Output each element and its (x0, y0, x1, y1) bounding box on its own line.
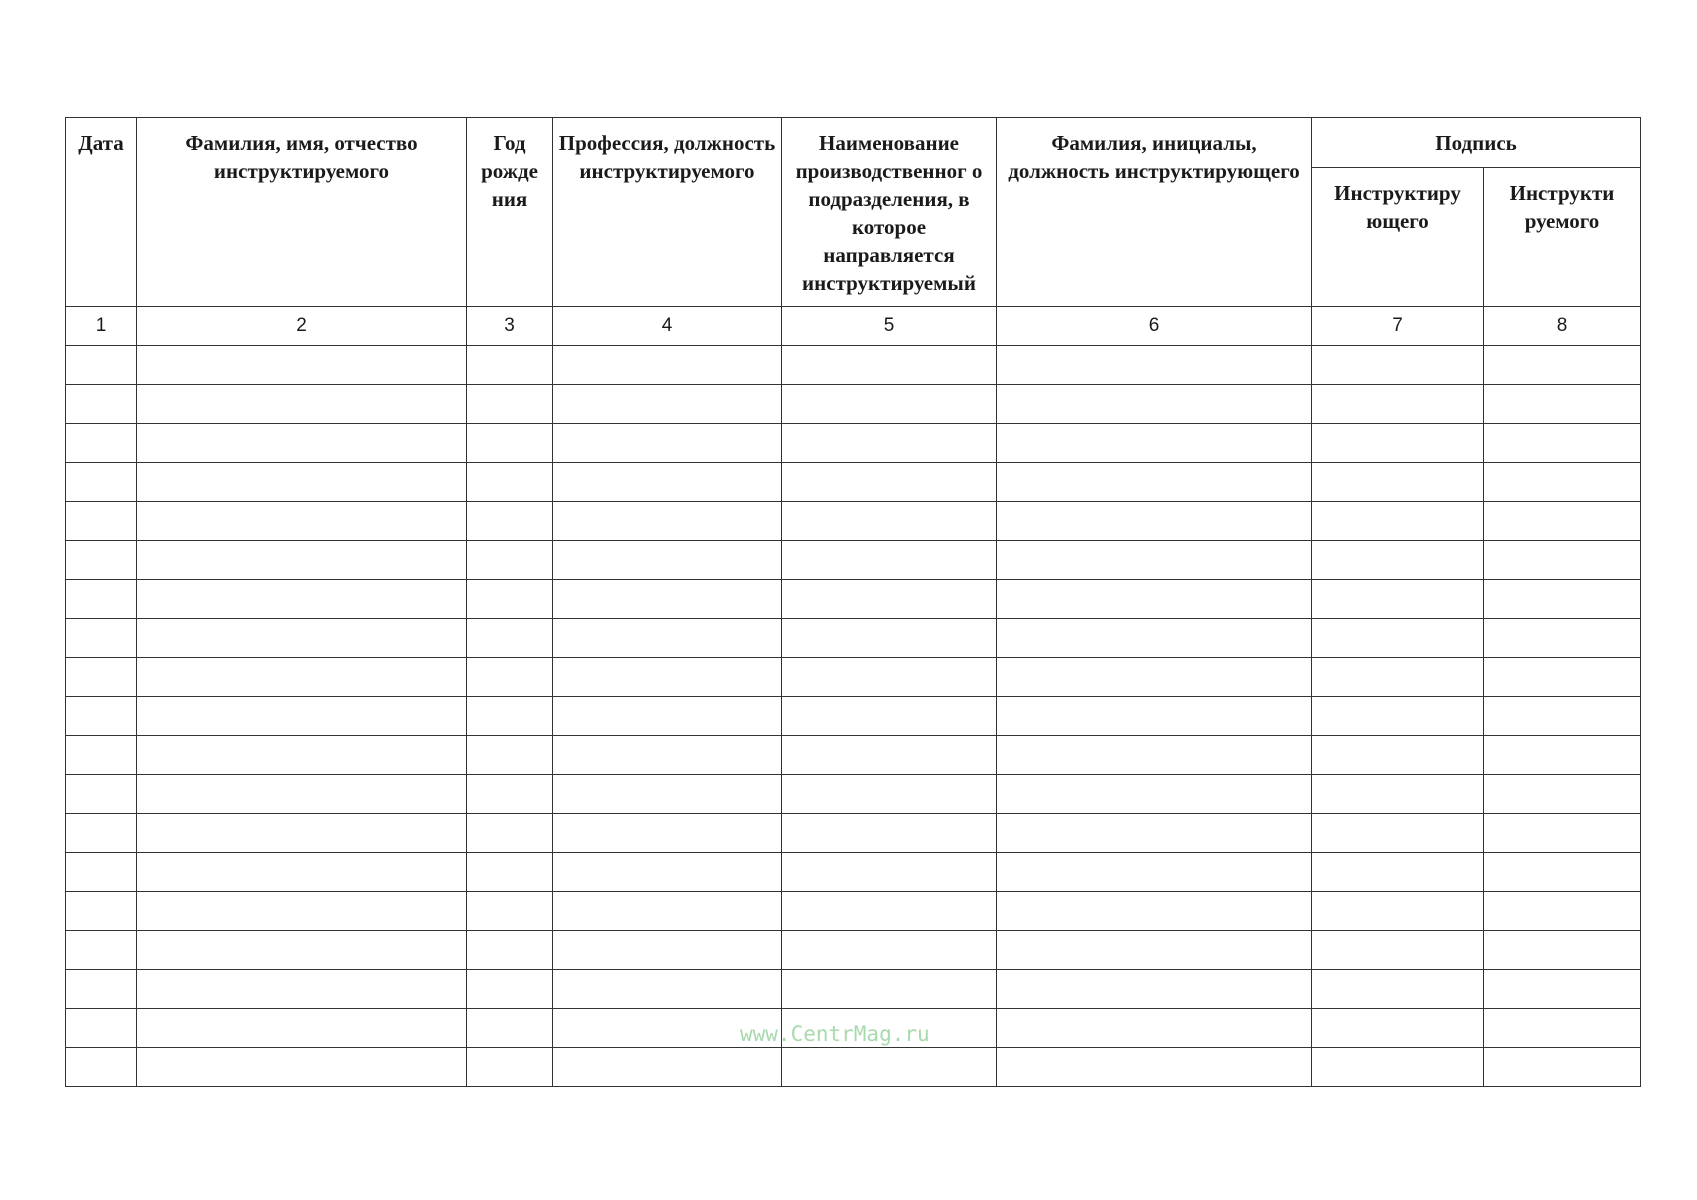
blank-entry-cell[interactable] (782, 775, 997, 814)
blank-entry-cell[interactable] (467, 385, 553, 424)
blank-entry-cell[interactable] (553, 1009, 782, 1048)
blank-entry-cell[interactable] (1312, 775, 1484, 814)
blank-entry-cell[interactable] (553, 970, 782, 1009)
blank-entry-cell[interactable] (1312, 658, 1484, 697)
blank-entry-cell[interactable] (782, 892, 997, 931)
blank-entry-cell[interactable] (137, 970, 467, 1009)
blank-entry-cell[interactable] (553, 463, 782, 502)
blank-entry-cell[interactable] (1484, 385, 1641, 424)
blank-entry-cell[interactable] (553, 502, 782, 541)
blank-entry-cell[interactable] (782, 424, 997, 463)
column-number: 4 (553, 307, 782, 346)
blank-entry-cell[interactable] (553, 736, 782, 775)
blank-entry-cell[interactable] (997, 1048, 1312, 1087)
blank-entry-cell[interactable] (137, 1048, 467, 1087)
blank-entry-cell[interactable] (1484, 658, 1641, 697)
header-instructor: Фамилия, инициалы, должность инструктирующего (997, 118, 1312, 307)
blank-entry-cell[interactable] (997, 619, 1312, 658)
blank-entry-cell[interactable] (997, 658, 1312, 697)
blank-entry-cell[interactable] (467, 424, 553, 463)
blank-entry-cell[interactable] (467, 502, 553, 541)
blank-entry-row (66, 775, 1641, 814)
blank-entry-row (66, 1009, 1641, 1048)
blank-entry-cell[interactable] (553, 541, 782, 580)
blank-entry-cell[interactable] (1312, 541, 1484, 580)
blank-entry-cell[interactable] (137, 931, 467, 970)
blank-entry-cell[interactable] (467, 346, 553, 385)
blank-entry-cell[interactable] (1312, 1009, 1484, 1048)
column-number: 2 (137, 307, 467, 346)
blank-entry-cell[interactable] (1312, 424, 1484, 463)
blank-entry-cell[interactable] (553, 424, 782, 463)
blank-entry-cell[interactable] (997, 736, 1312, 775)
blank-entry-cell[interactable] (1484, 541, 1641, 580)
blank-entry-cell[interactable] (782, 931, 997, 970)
blank-entry-cell[interactable] (66, 424, 137, 463)
blank-entry-cell[interactable] (137, 736, 467, 775)
blank-entry-cell[interactable] (1484, 736, 1641, 775)
blank-entry-cell[interactable] (467, 1009, 553, 1048)
blank-entry-cell[interactable] (137, 463, 467, 502)
blank-entry-cell[interactable] (467, 658, 553, 697)
instruction-log-table (65, 117, 1641, 1087)
blank-entry-cell[interactable] (467, 814, 553, 853)
blank-entry-cell[interactable] (782, 736, 997, 775)
blank-entry-cell[interactable] (997, 1009, 1312, 1048)
blank-entry-cell[interactable] (782, 346, 997, 385)
header-date: Дата (66, 118, 137, 307)
blank-entry-cell[interactable] (467, 736, 553, 775)
blank-entry-cell[interactable] (1312, 892, 1484, 931)
blank-entry-cell[interactable] (66, 775, 137, 814)
blank-entry-cell[interactable] (137, 502, 467, 541)
blank-entry-cell[interactable] (66, 346, 137, 385)
blank-entry-row (66, 658, 1641, 697)
blank-entry-cell[interactable] (1484, 580, 1641, 619)
blank-entry-row (66, 619, 1641, 658)
column-number: 1 (66, 307, 137, 346)
blank-entry-cell[interactable] (782, 697, 997, 736)
blank-entry-cell[interactable] (782, 463, 997, 502)
blank-entry-cell[interactable] (66, 814, 137, 853)
blank-entry-cell[interactable] (137, 580, 467, 619)
blank-entry-cell[interactable] (553, 814, 782, 853)
blank-entry-cell[interactable] (997, 385, 1312, 424)
blank-entry-cell[interactable] (66, 463, 137, 502)
blank-entry-cell[interactable] (1312, 970, 1484, 1009)
blank-entry-row (66, 541, 1641, 580)
blank-entry-cell[interactable] (997, 814, 1312, 853)
blank-entry-cell[interactable] (137, 697, 467, 736)
blank-entry-cell[interactable] (997, 502, 1312, 541)
blank-entry-cell[interactable] (553, 385, 782, 424)
blank-entry-cell[interactable] (553, 658, 782, 697)
blank-entry-cell[interactable] (782, 502, 997, 541)
blank-entry-cell[interactable] (1312, 697, 1484, 736)
blank-entry-cell[interactable] (553, 697, 782, 736)
blank-entry-cell[interactable] (467, 541, 553, 580)
blank-entry-cell[interactable] (997, 346, 1312, 385)
blank-entry-cell[interactable] (782, 385, 997, 424)
blank-entry-cell[interactable] (1312, 346, 1484, 385)
header-birth-year (467, 118, 553, 307)
blank-entry-cell[interactable] (1312, 736, 1484, 775)
blank-entry-cell[interactable] (553, 346, 782, 385)
blank-entry-cell[interactable] (1484, 1009, 1641, 1048)
blank-entry-cell[interactable] (137, 619, 467, 658)
blank-entry-cell[interactable] (553, 853, 782, 892)
blank-entry-cell[interactable] (1312, 814, 1484, 853)
blank-entry-cell[interactable] (1312, 1048, 1484, 1087)
blank-entry-cell[interactable] (782, 541, 997, 580)
blank-entry-cell[interactable] (782, 970, 997, 1009)
blank-entry-row (66, 736, 1641, 775)
column-number: 6 (997, 307, 1312, 346)
blank-entry-cell[interactable] (1484, 775, 1641, 814)
column-number-row (66, 307, 1641, 346)
blank-entry-cell[interactable] (137, 424, 467, 463)
blank-entry-row (66, 697, 1641, 736)
blank-entry-cell[interactable] (66, 892, 137, 931)
blank-entry-cell[interactable] (137, 385, 467, 424)
blank-entry-cell[interactable] (66, 1048, 137, 1087)
blank-entry-row (66, 814, 1641, 853)
blank-entry-cell[interactable] (467, 853, 553, 892)
blank-entry-cell[interactable] (997, 424, 1312, 463)
blank-entry-row (66, 463, 1641, 502)
header-profession: Профессия, должность инструктируемого (553, 118, 782, 307)
blank-entry-cell[interactable] (997, 697, 1312, 736)
blank-entry-cell[interactable] (137, 658, 467, 697)
blank-entry-cell[interactable] (66, 1009, 137, 1048)
blank-entry-cell[interactable] (137, 541, 467, 580)
blank-entry-cell[interactable] (66, 736, 137, 775)
blank-entry-cell[interactable] (997, 970, 1312, 1009)
blank-entry-cell[interactable] (997, 853, 1312, 892)
header-signature: Подпись (1312, 118, 1641, 168)
blank-entry-cell[interactable] (1484, 853, 1641, 892)
blank-entry-cell[interactable] (997, 463, 1312, 502)
blank-entry-cell[interactable] (553, 931, 782, 970)
column-number: 3 (467, 307, 553, 346)
blank-entry-cell[interactable] (782, 1048, 997, 1087)
blank-entry-cell[interactable] (1312, 853, 1484, 892)
blank-entry-cell[interactable] (1312, 385, 1484, 424)
blank-entry-cell[interactable] (137, 814, 467, 853)
blank-entry-cell[interactable] (1312, 931, 1484, 970)
header-birth-year-label: Год рожде ния (481, 131, 538, 211)
blank-entry-cell[interactable] (553, 775, 782, 814)
blank-entry-cell[interactable] (66, 931, 137, 970)
blank-entry-row (66, 346, 1641, 385)
header-signature-instructor: Инструктиру ющего (1312, 168, 1484, 307)
blank-entry-cell[interactable] (1312, 502, 1484, 541)
blank-entry-cell[interactable] (1484, 424, 1641, 463)
blank-entry-cell[interactable] (467, 619, 553, 658)
blank-entry-cell[interactable] (553, 580, 782, 619)
blank-entry-cell[interactable] (997, 931, 1312, 970)
blank-entry-cell[interactable] (553, 892, 782, 931)
blank-entry-row (66, 853, 1641, 892)
blank-entry-cell[interactable] (782, 853, 997, 892)
blank-entry-row (66, 424, 1641, 463)
blank-entry-cell[interactable] (1484, 697, 1641, 736)
blank-entry-cell[interactable] (997, 580, 1312, 619)
log-body (66, 307, 1641, 1087)
blank-entry-cell[interactable] (1484, 970, 1641, 1009)
blank-entry-row (66, 502, 1641, 541)
blank-entry-cell[interactable] (1484, 892, 1641, 931)
blank-entry-cell[interactable] (782, 580, 997, 619)
blank-entry-cell[interactable] (782, 1009, 997, 1048)
blank-entry-cell[interactable] (553, 619, 782, 658)
blank-entry-cell[interactable] (66, 619, 137, 658)
blank-entry-cell[interactable] (467, 697, 553, 736)
watermark: www.CentrMag.ru (740, 1022, 930, 1046)
blank-entry-cell[interactable] (66, 697, 137, 736)
blank-entry-cell[interactable] (467, 970, 553, 1009)
blank-entry-cell[interactable] (1484, 346, 1641, 385)
blank-entry-cell[interactable] (66, 970, 137, 1009)
blank-entry-cell[interactable] (1312, 580, 1484, 619)
blank-entry-cell[interactable] (1312, 619, 1484, 658)
blank-entry-cell[interactable] (467, 1048, 553, 1087)
blank-entry-cell[interactable] (553, 1048, 782, 1087)
blank-entry-cell[interactable] (1484, 463, 1641, 502)
blank-entry-cell[interactable] (997, 541, 1312, 580)
blank-entry-cell[interactable] (1484, 1048, 1641, 1087)
blank-entry-cell[interactable] (782, 658, 997, 697)
blank-entry-cell[interactable] (66, 502, 137, 541)
blank-entry-row (66, 385, 1641, 424)
blank-entry-cell[interactable] (467, 892, 553, 931)
blank-entry-cell[interactable] (1484, 814, 1641, 853)
blank-entry-cell[interactable] (66, 580, 137, 619)
blank-entry-cell[interactable] (1484, 502, 1641, 541)
header-full-name: Фамилия, имя, отчество инструктируемого (137, 118, 467, 307)
blank-entry-cell[interactable] (137, 775, 467, 814)
header-department: Наименование производственног о подразделения, в которое направляется инструктируемый (782, 118, 997, 307)
blank-entry-cell[interactable] (467, 580, 553, 619)
blank-entry-cell[interactable] (66, 385, 137, 424)
blank-entry-cell[interactable] (782, 814, 997, 853)
blank-entry-cell[interactable] (66, 541, 137, 580)
column-number: 7 (1312, 307, 1484, 346)
blank-entry-cell[interactable] (1312, 463, 1484, 502)
blank-entry-cell[interactable] (997, 892, 1312, 931)
blank-entry-row (66, 580, 1641, 619)
blank-entry-cell[interactable] (66, 658, 137, 697)
blank-entry-cell[interactable] (467, 463, 553, 502)
blank-entry-cell[interactable] (137, 1009, 467, 1048)
blank-entry-cell[interactable] (137, 892, 467, 931)
blank-entry-row (66, 1048, 1641, 1087)
blank-entry-cell[interactable] (467, 931, 553, 970)
column-number: 8 (1484, 307, 1641, 346)
blank-entry-row (66, 970, 1641, 1009)
blank-entry-cell[interactable] (997, 775, 1312, 814)
blank-entry-cell[interactable] (137, 853, 467, 892)
blank-entry-cell[interactable] (1484, 619, 1641, 658)
blank-entry-cell[interactable] (137, 346, 467, 385)
header-signature-instructed: Инструкти руемого (1484, 168, 1641, 307)
blank-entry-cell[interactable] (467, 775, 553, 814)
blank-entry-row (66, 931, 1641, 970)
blank-entry-cell[interactable] (1484, 931, 1641, 970)
column-number: 5 (782, 307, 997, 346)
blank-entry-cell[interactable] (782, 619, 997, 658)
blank-entry-cell[interactable] (66, 853, 137, 892)
blank-entry-row (66, 892, 1641, 931)
